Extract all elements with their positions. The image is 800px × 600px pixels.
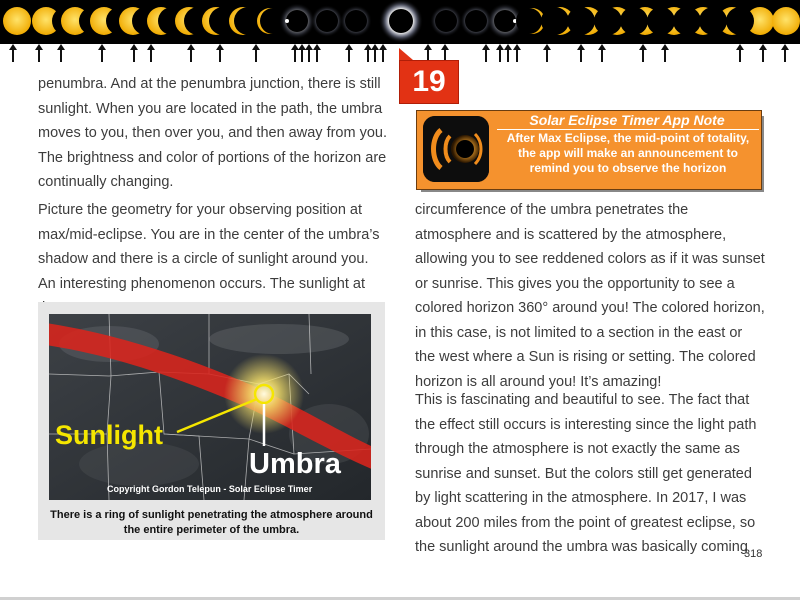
timeline-arrow-icon	[219, 44, 221, 62]
left-paragraph-1: penumbra. And at the penumbra junction, there is still sunlight. When you are located in the path, the umbra moves to you, then over you, and then away from you. The brightness and color of portions of the horizon are continually changing.	[38, 76, 387, 190]
umbra-label: Umbra	[249, 448, 341, 480]
timeline-arrow-icon	[190, 44, 192, 62]
chromosphere-phase	[340, 5, 372, 37]
app-note-box	[416, 110, 762, 190]
timeline-arrow-icon	[664, 44, 666, 62]
timeline-arrow-icon	[308, 44, 310, 62]
timeline-arrow-icon	[642, 44, 644, 62]
eclipse-phase-banner	[0, 0, 800, 44]
right-paragraph-1: circumference of the umbra penetrates the atmosphere and is scattered by the atmosphere, allowing you to see reddened colors as if it was sunset or sunrise. This gives you the opportunity to see a colored horizon 360° around you! The colored horizon, in this case, is not limited to a section in the east or the west where a Sun is rising or setting. The colored horizon is all around you! It’s amazing!	[415, 202, 765, 390]
baily-beads-phase	[311, 5, 343, 37]
partial-phase-1	[3, 7, 31, 35]
phase-number-badge: 19	[399, 60, 459, 104]
app-note-text: After Max Eclipse, the mid-point of totality, the app will make an announcement to remind you to observe the horizon	[506, 131, 750, 175]
timeline-arrow-icon	[762, 44, 764, 62]
page-number: 318	[744, 548, 763, 560]
timeline-arrow-icon	[348, 44, 350, 62]
timeline-arrow-icon	[546, 44, 548, 62]
eclipse-phase-sequence	[0, 0, 800, 44]
timeline-arrow-icon	[150, 44, 152, 62]
chromosphere-phase-2	[430, 5, 462, 37]
timeline-arrow-icon	[367, 44, 369, 62]
partial-phase-11	[516, 8, 545, 34]
satellite-eclipse-photo	[49, 314, 371, 500]
totality-phase	[379, 0, 423, 43]
timeline-arrow-icon	[101, 44, 103, 62]
timeline-arrow-icon	[499, 44, 501, 62]
timeline-arrow-icon	[38, 44, 40, 62]
figure-sunlight-umbra	[38, 302, 385, 540]
timeline-arrow-icon	[739, 44, 741, 62]
timeline-arrow-icon	[12, 44, 14, 62]
timeline-arrow-icon	[316, 44, 318, 62]
diamond-ring-phase	[279, 3, 315, 39]
figure-caption: There is a ring of sunlight penetrating the atmosphere around the entire perimeter of the umbra.	[50, 509, 373, 536]
partial-phase-19	[726, 7, 774, 35]
timeline-arrow-icon	[382, 44, 384, 62]
photo-copyright: Copyright Gordon Telepun - Solar Eclipse Timer	[107, 484, 313, 494]
badge-pointer-icon	[399, 48, 413, 60]
timeline-arrow-icon	[516, 44, 518, 62]
timeline-arrow-icon	[601, 44, 603, 62]
timeline-arrow-icon	[133, 44, 135, 62]
timeline-arrow-icon	[60, 44, 62, 62]
timeline-arrow-icon	[485, 44, 487, 62]
app-note-divider	[497, 129, 759, 130]
timeline-arrow-icon	[374, 44, 376, 62]
left-paragraph-2: Picture the geometry for your observing position at max/mid-eclipse. You are in the center of the umbra’s shadow and there is a circle of sunlight around you. An interesting phenomenon occurs. The sunlight at	[38, 202, 380, 292]
timeline-arrow-icon	[507, 44, 509, 62]
timeline-arrow-icon	[784, 44, 786, 62]
timeline-arrow-icon	[255, 44, 257, 62]
timeline-arrow-icon	[294, 44, 296, 62]
eclipse-app-icon	[423, 116, 489, 182]
app-note-title: Solar Eclipse Timer App Note	[529, 112, 725, 128]
timeline-arrow-icon	[301, 44, 303, 62]
timeline-arrow-icon	[580, 44, 582, 62]
sunlight-label: Sunlight	[55, 420, 163, 450]
partial-phase-20	[772, 7, 800, 35]
right-paragraph-2: This is fascinating and beautiful to see. The fact that the effect still occurs is interesting since the light path through the atmosphere is not exactly the same as sunrise and sunset. But the colors still get generated by light scattering in the atmosphere. In 2017, I was about 200 miles from the point of greatest eclipse, so the sunlight around the umbra was basically coming	[415, 392, 757, 555]
